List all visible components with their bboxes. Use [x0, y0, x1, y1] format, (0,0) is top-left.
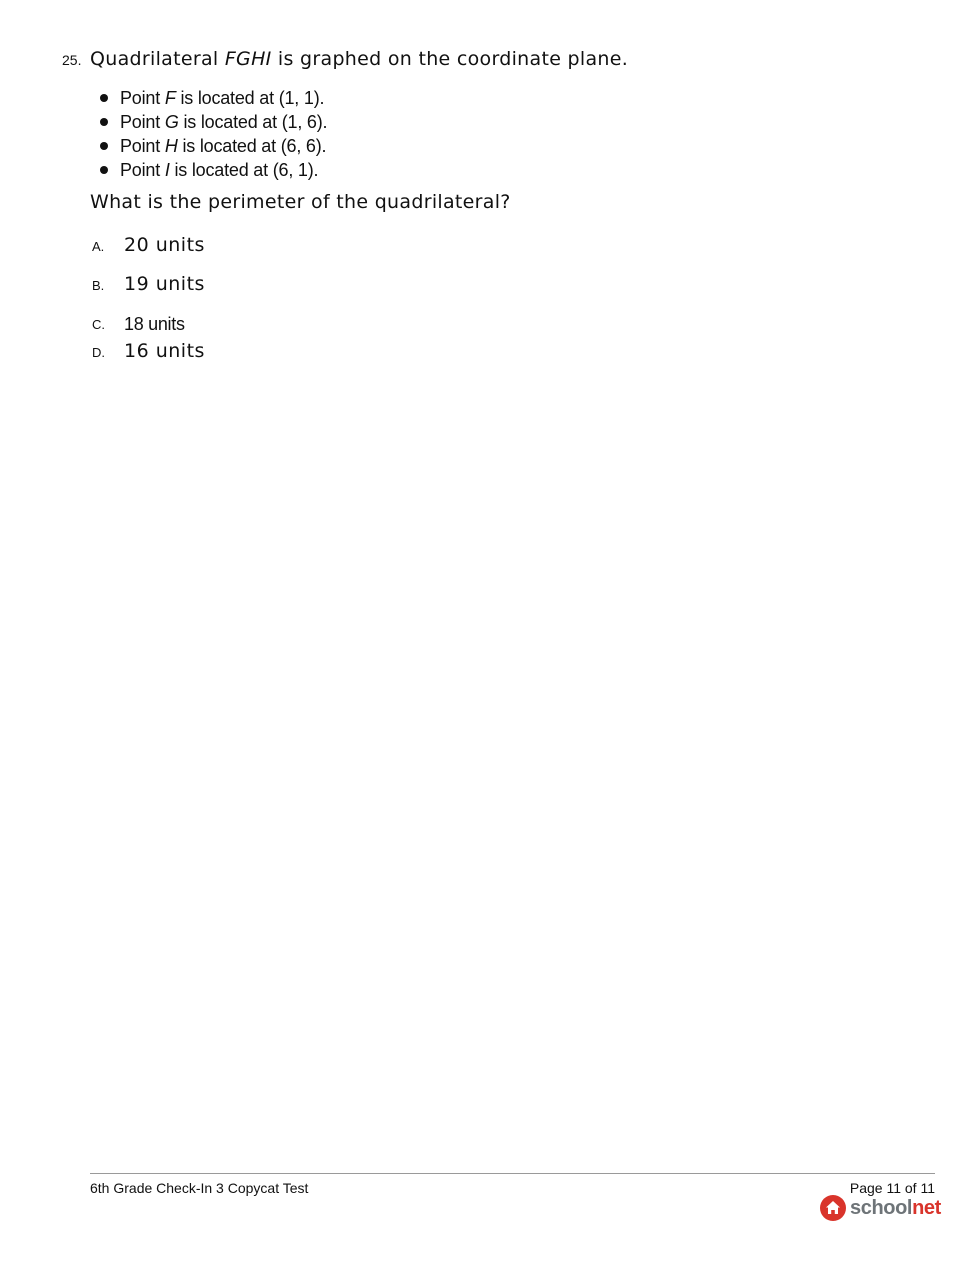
point-h-item: [98, 134, 327, 158]
point-i-item: [98, 158, 327, 182]
stem-after: is graphed on the coordinate plane.: [271, 48, 629, 70]
page-indicator: Page 11 of 11: [849, 1180, 935, 1196]
schoolnet-logo: [820, 1194, 941, 1222]
choice-text: 20 units: [124, 234, 205, 256]
point-variable: I: [164, 160, 170, 180]
stem-before: Quadrilateral: [90, 48, 225, 70]
choice-letter: D.: [92, 345, 105, 360]
bullet-icon: [100, 118, 108, 126]
bullet-prefix: Point: [120, 160, 165, 180]
test-name: 6th Grade Check-In 3 Copycat Test: [90, 1180, 309, 1196]
bullet-icon: [100, 142, 108, 150]
bullet-prefix: Point: [120, 88, 165, 108]
choice-letter: C.: [92, 317, 105, 332]
bullet-suffix: is located at (6, 1).: [169, 160, 319, 180]
logo-word-part1: school: [850, 1196, 913, 1219]
bullet-suffix: is located at (6, 6).: [177, 136, 327, 156]
choice-letter: B.: [92, 278, 105, 293]
bullet-icon: [100, 94, 108, 102]
home-icon: [820, 1195, 846, 1221]
bullet-suffix: is located at (1, 6).: [178, 112, 328, 132]
logo-wordmark: [850, 1197, 941, 1220]
choice-text: 18 units: [124, 314, 185, 334]
bullet-suffix: is located at (1, 1).: [175, 88, 325, 108]
question-number: 25.: [62, 52, 82, 68]
bullet-icon: [100, 166, 108, 174]
choice-text: 19 units: [124, 273, 205, 295]
point-variable: H: [164, 136, 178, 156]
logo-word-part2: net: [912, 1196, 941, 1219]
point-variable: F: [164, 88, 176, 108]
stem-italic: FGHI: [224, 48, 272, 70]
point-f-item: [98, 86, 327, 110]
question-prompt: What is the perimeter of the quadrilateral?: [90, 191, 511, 213]
bullet-prefix: Point: [120, 136, 165, 156]
point-variable: G: [164, 112, 179, 132]
question-stem: [90, 48, 628, 70]
choice-letter: A.: [92, 239, 105, 254]
point-g-item: [98, 110, 327, 134]
choice-text: 16 units: [124, 340, 205, 362]
point-list: [98, 86, 327, 182]
bullet-prefix: Point: [120, 112, 165, 132]
footer-divider: [90, 1173, 935, 1174]
